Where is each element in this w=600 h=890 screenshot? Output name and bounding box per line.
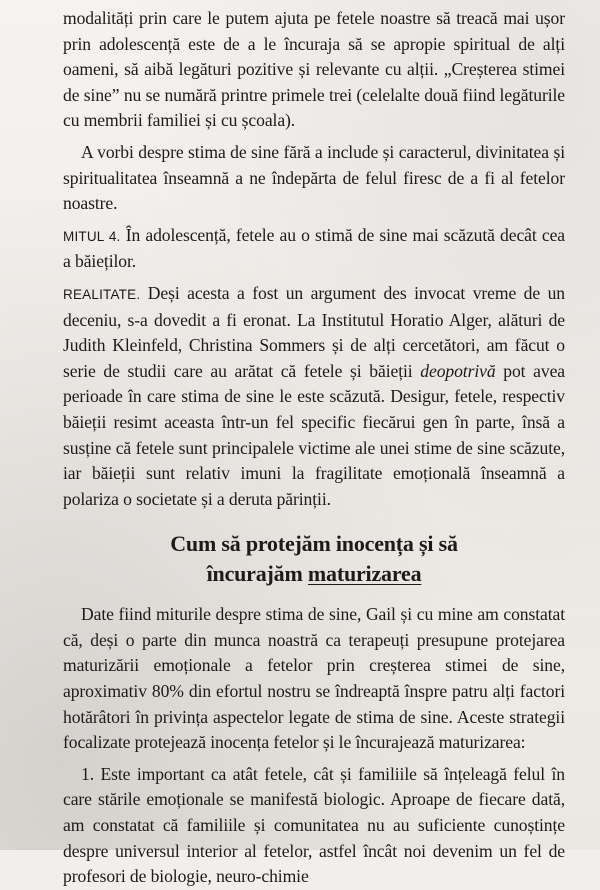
page-text [63,6,565,890]
heading-line-1: Cum să protejăm inocența și să [170,531,458,557]
reality-label: REALITATE. [63,286,141,302]
reality-text-part-2: pot avea perioade în care stima de sine le este scăzută. Desigur, fetele, respectiv băieții resimt aceasta într-un fel specific fiecărui gen în parte, însă a susține că fetele sunt principalele victime ale unei stime de sine scăzute, iar băieții sunt relativ imuni la fragilitate emoțională înseamnă a polariza o societate și a deruta părinții. [63,360,565,509]
heading-line-2 [63,560,565,588]
section-heading [63,530,565,588]
heading-word-incurajam: încurajăm [206,561,303,587]
reality-text-part-1: Deși acesta a fost un argument des invocat vreme de un deceniu, s-a dovedit a fi eronat. La Institutul Horatio Alger, alături de Judith Kleinfeld, Christina Sommers și de alți cercetători, am făcut o serie de studii care au arătat că fetele și băieții [63,282,565,381]
list-item-text: Este important ca atât fetele, cât și familiile să înțeleagă felul în care stările emoționale se manifestă biologic. Aproape de fiecare dată, am constatat că familiile și comunitatea nu au suficiente cunoștințe despre universul interior al fetelor, astfel încât noi devenim un fel de profesori de biologie, neuro-chimie [63,763,565,887]
reality-paragraph [63,281,565,512]
myth-text: În adolescență, fetele au o stimă de sine mai scăzută decât cea a băieților. [63,224,565,272]
myth-label: MITUL 4. [63,228,121,244]
heading-word-maturizarea: maturizarea [307,561,422,587]
myth-4-paragraph [63,223,565,275]
reality-italic-word: deopotrivă [420,360,496,381]
list-item-1 [63,762,565,890]
paragraph-self-esteem-spirituality: A vorbi despre stima de sine fără a include și caracterul, divinitatea și spiritualitatea înseamnă a ne îndepărta de felul firesc de a fi al fetelor noastre. [63,141,565,214]
section-intro-paragraph: Date fiind miturile despre stima de sine, Gail și cu mine am constatat că, deși o parte din munca noastră ca terapeuți presupune protejarea maturizării emoționale a fetelor prin creșterea stimei de sine, aproximativ 80% din efortul nostru se îndreaptă înspre patru alți factori hotărâtori în privința aspectelor legate de stima de sine. Aceste strategii focalizate protejează inocența fetelor și le încurajează maturizarea: [63,604,565,753]
list-item-number: 1. [81,763,94,784]
paragraph-continuation: modalități prin care le putem ajuta pe fetele noastre să treacă mai ușor prin adolescență este de a le încuraja să se apropie spiritual de alți oameni, să aibă legături pozitive și relevante cu alții. „Creșterea stimei de sine” nu se numără printre primele trei (celelalte două fiind legăturile cu membrii familiei și cu școala). [63,8,565,131]
